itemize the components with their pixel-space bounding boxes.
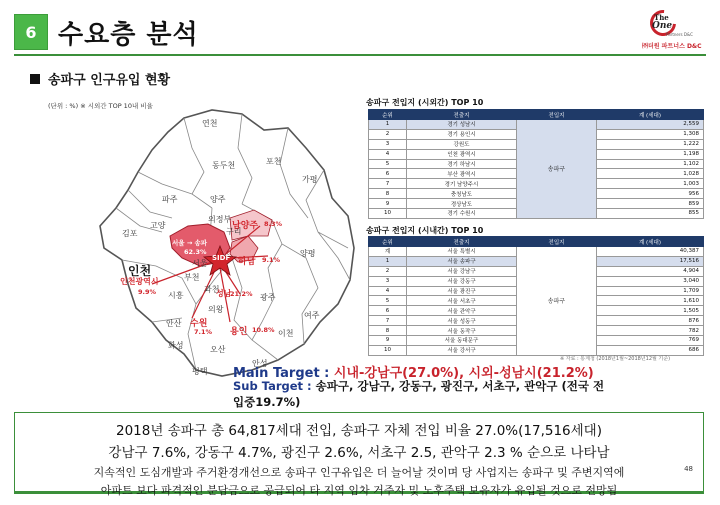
cell-count: 1,028 — [597, 169, 704, 179]
map-label-yeoju: 여주 — [304, 311, 320, 320]
map-label-icheon: 이천 — [278, 329, 294, 338]
company-logo — [632, 10, 708, 52]
summary-line-4: 아파트 보다 파격적인 분담금으로 공급되어 타 지역 임차 거주자 및 노후주택 보유자가 유입될 것으로 전망됨 — [100, 484, 618, 497]
square-bullet-icon — [30, 74, 40, 84]
cell-rank: 8 — [369, 189, 407, 199]
cell-rank: 9 — [369, 336, 407, 346]
col-count: 계 (세대) — [597, 110, 704, 120]
sub-target-value: 송파구, 강남구, 강동구, 광진구, 서초구, 관악구 (전국 전입중19.7%) — [233, 379, 605, 409]
cell-from: 서울 강서구 — [407, 345, 517, 355]
map-label-suwon: 수원 — [190, 319, 208, 329]
map-label-paju: 파주 — [162, 195, 178, 204]
table-row — [369, 120, 704, 130]
cell-destination: 송파구 — [517, 247, 597, 356]
cell-rank: 2 — [369, 266, 407, 276]
unit-note: (단위 : %) ※ 시외간 TOP 10내 비율 — [48, 102, 153, 110]
cell-count: 769 — [597, 336, 704, 346]
cell-from: 경기 용인시 — [407, 129, 517, 139]
map-label-anseong: 안성 — [252, 359, 268, 368]
cell-rank: 계 — [369, 247, 407, 257]
summary-box — [14, 412, 704, 497]
cell-rank: 10 — [369, 209, 407, 219]
cell-rank: 7 — [369, 316, 407, 326]
summary-line-2: 강남구 7.6%, 강동구 4.7%, 광진구 2.6%, 서초구 2.5, 관악구 2.3 % 순으로 나타남 — [108, 445, 610, 461]
cell-count: 859 — [597, 199, 704, 209]
cell-from: 부산 광역시 — [407, 169, 517, 179]
summary-line-3: 지속적인 도심개발과 주거환경개선으로 송파구 인구유입은 더 늘어날 것이며 당 사업지는 송파구 및 주변지역에 — [93, 466, 625, 479]
sub-target — [233, 378, 613, 410]
cell-rank: 3 — [369, 139, 407, 149]
cell-from: 인천 광역시 — [407, 149, 517, 159]
cell-count: 17,516 — [597, 256, 704, 266]
cell-count: 1,222 — [597, 139, 704, 149]
main-target-label: Main Target : — [233, 366, 334, 381]
table-inside-header — [369, 237, 704, 247]
logo-korean: ㈜더원 파트너스 D&C — [642, 43, 702, 50]
cell-destination: 송파구 — [517, 120, 597, 219]
hanam-percent: 9.1% — [262, 256, 281, 264]
table-outside — [368, 109, 704, 219]
col-from: 전출지 — [407, 237, 517, 247]
cell-rank: 8 — [369, 326, 407, 336]
cell-from: 서울 동대문구 — [407, 336, 517, 346]
cell-rank: 5 — [369, 296, 407, 306]
data-source-note: ※ 자료 : 통계청 (2018년1월~2018년12월 기준) — [560, 356, 671, 362]
seoul-to-songpa-percent: 62.3% — [184, 248, 207, 256]
namyangju-percent: 8.3% — [264, 220, 283, 228]
map-label-gapyeong: 가평 — [302, 175, 318, 184]
cell-rank: 4 — [369, 286, 407, 296]
cell-count: 1,610 — [597, 296, 704, 306]
cell-rank: 10 — [369, 345, 407, 355]
cell-count: 40,387 — [597, 247, 704, 257]
cell-count: 1,505 — [597, 306, 704, 316]
cell-count: 1,308 — [597, 129, 704, 139]
cell-count: 1,198 — [597, 149, 704, 159]
cell-count: 956 — [597, 189, 704, 199]
cell-from: 경상남도 — [407, 199, 517, 209]
cell-count: 876 — [597, 316, 704, 326]
col-from: 전출지 — [407, 110, 517, 120]
section-title — [30, 69, 170, 88]
map-label-incheon: 인천 — [128, 264, 152, 278]
cell-from: 서울 동작구 — [407, 326, 517, 336]
table-outside-title: 송파구 전입지 (시외간) TOP 10 — [366, 98, 484, 107]
main-target-value: 시내-강남구(27.0%), 시외-성남시(21.2%) — [333, 366, 594, 381]
cell-from: 서울 서초구 — [407, 296, 517, 306]
map-label-pyeongtaek: 평택 — [192, 367, 208, 376]
col-count: 계 (세대) — [597, 237, 704, 247]
sidf-label: SIDF — [212, 254, 231, 262]
cell-count: 782 — [597, 326, 704, 336]
cell-from: 경기 하남시 — [407, 159, 517, 169]
map-label-yongin: 용인 — [230, 327, 248, 337]
map-label-guri: 구리 — [226, 227, 242, 236]
map-label-dongducheon: 동두천 — [212, 161, 236, 170]
cell-rank: 4 — [369, 149, 407, 159]
header-divider — [14, 54, 706, 56]
page-number: 48 — [684, 465, 693, 473]
map-label-uijeongbu: 의정부 — [208, 215, 232, 224]
summary-line-1: 2018년 송파구 총 64,817세대 전입, 송파구 자체 전입 비율 27.0%(17,516세대) — [116, 423, 602, 439]
map-label-seoul: 서울 — [192, 259, 208, 268]
cell-from: 서울 강남구 — [407, 266, 517, 276]
seoul-to-songpa-label: 서울 → 송파 — [172, 239, 208, 247]
cell-from: 충청남도 — [407, 189, 517, 199]
cell-count: 686 — [597, 345, 704, 355]
map-label-uiwang: 의왕 — [208, 305, 224, 314]
map-label-bucheon: 부천 — [184, 273, 200, 282]
cell-count: 1,709 — [597, 286, 704, 296]
cell-rank: 1 — [369, 256, 407, 266]
map-label-seongnam: 성남 — [216, 289, 232, 298]
cell-count: 855 — [597, 209, 704, 219]
map-label-pocheon: 포천 — [266, 157, 282, 166]
map-label-incheon-metro: 인천광역시 — [120, 277, 159, 286]
cell-rank: 7 — [369, 179, 407, 189]
suwon-percent: 7.1% — [194, 328, 213, 336]
cell-from: 경기 성남시 — [407, 120, 517, 130]
cell-rank: 6 — [369, 169, 407, 179]
cell-count: 2,559 — [597, 120, 704, 130]
cell-from: 강원도 — [407, 139, 517, 149]
yongin-percent: 10.8% — [252, 326, 275, 334]
cell-count: 1,003 — [597, 179, 704, 189]
logo-the: The — [654, 13, 669, 22]
col-rank: 순위 — [369, 110, 407, 120]
map-svg — [92, 108, 364, 380]
map-label-goyang: 고양 — [150, 221, 166, 230]
cell-rank: 1 — [369, 120, 407, 130]
map-label-hwaseong: 화성 — [168, 341, 184, 350]
cell-count: 4,904 — [597, 266, 704, 276]
cell-count: 1,102 — [597, 159, 704, 169]
table-row — [369, 247, 704, 257]
cell-from: 경기 수원시 — [407, 209, 517, 219]
cell-rank: 6 — [369, 306, 407, 316]
cell-rank: 9 — [369, 199, 407, 209]
page-title: 수요층 분석 — [58, 20, 199, 50]
map-label-yangpyeong: 양평 — [300, 249, 316, 258]
logo-sub: Partners D&C — [666, 32, 693, 37]
cell-from: 경기 남양주시 — [407, 179, 517, 189]
table-outside-header — [369, 110, 704, 120]
col-rank: 순위 — [369, 237, 407, 247]
cell-from: 서울 송파구 — [407, 256, 517, 266]
table-inside-title: 송파구 전입지 (시내간) TOP 10 — [366, 226, 484, 235]
col-to: 전입지 — [517, 110, 597, 120]
seongnam-percent: 21.2% — [230, 290, 253, 298]
cell-from: 서울 성동구 — [407, 316, 517, 326]
cell-from: 서울 광진구 — [407, 286, 517, 296]
col-to: 전입지 — [517, 237, 597, 247]
cell-rank: 5 — [369, 159, 407, 169]
sub-target-label: Sub Target : — [233, 379, 316, 393]
cell-from: 서울 강동구 — [407, 276, 517, 286]
cell-count: 3,040 — [597, 276, 704, 286]
map-label-namyangju: 남양주 — [232, 221, 259, 231]
map-label-gwacheon: 과천 — [204, 285, 220, 294]
table-inside — [368, 236, 704, 356]
map-label-hanam: 하남 — [238, 257, 256, 267]
map-label-ansan: 안산 — [166, 319, 182, 328]
cell-from: 서울 관악구 — [407, 306, 517, 316]
section-number-badge: 6 — [14, 14, 48, 50]
cell-rank: 2 — [369, 129, 407, 139]
cell-rank: 3 — [369, 276, 407, 286]
gyeonggi-map — [92, 108, 364, 380]
map-label-yeoncheon: 연천 — [202, 119, 218, 128]
incheon-percent: 9.9% — [138, 288, 157, 296]
cell-from: 서울 특별시 — [407, 247, 517, 257]
logo-one: One — [652, 21, 673, 31]
section-title-text: 송파구 인구유입 현황 — [48, 73, 171, 88]
map-label-yangju: 양주 — [210, 195, 226, 204]
map-label-osan: 오산 — [210, 345, 226, 354]
map-label-gimpo: 김포 — [122, 229, 138, 238]
map-label-siheung: 시흥 — [168, 291, 184, 300]
map-label-gwangju: 광주 — [260, 293, 276, 302]
